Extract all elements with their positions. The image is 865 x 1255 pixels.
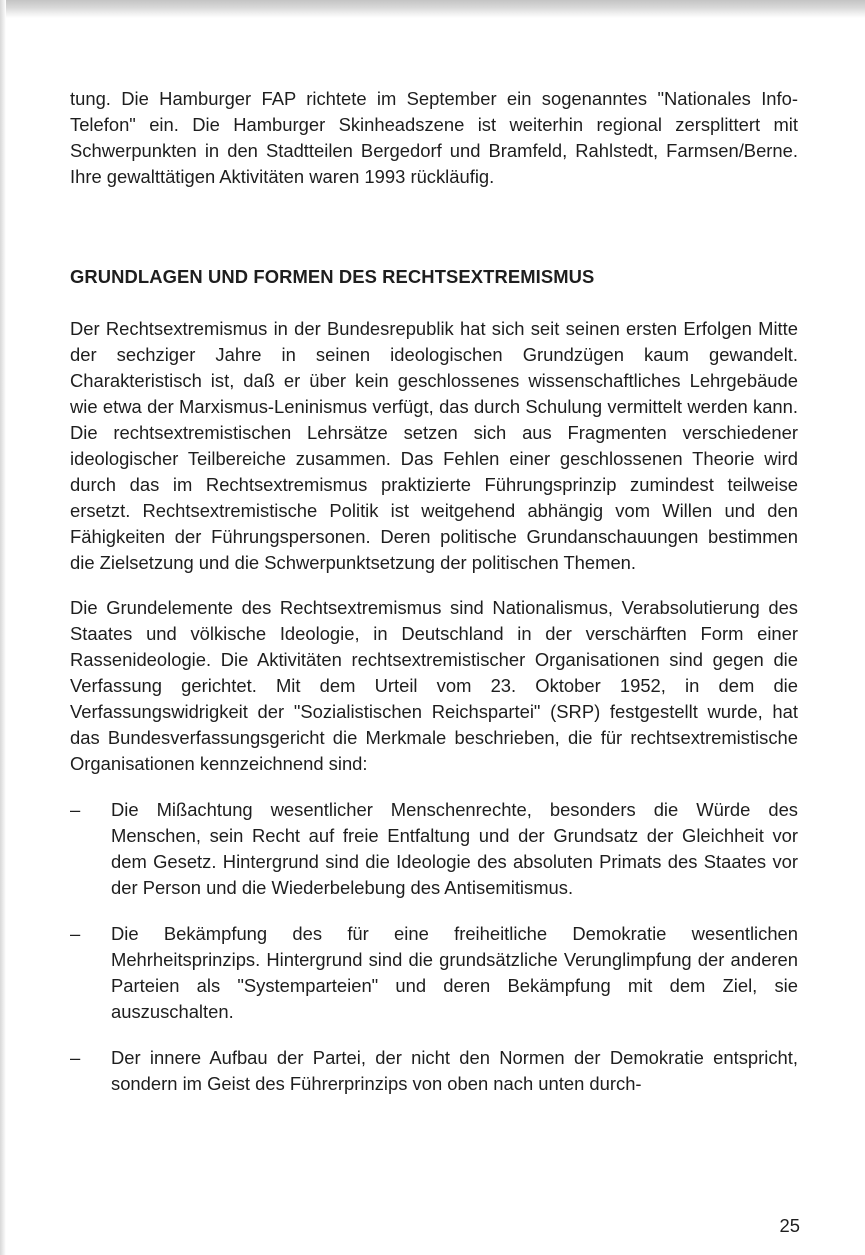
criteria-list [70, 797, 798, 1097]
list-item [70, 921, 798, 1025]
dash-marker: – [70, 923, 81, 944]
section-heading: GRUNDLAGEN UND FORMEN DES RECHTSEXTREMISMUS [70, 266, 595, 287]
body-paragraph-1: Der Rechtsextremismus in der Bundesrepublik hat sich seit seinen ersten Erfolgen Mitte der sechziger Jahre in seinen ideologischen Grundzügen kaum gewandelt. Charakteristisch ist, daß er über kein geschlossenes wissenschaftliches Lehrgebäude wie etwa der Marxismus-Leninismus verfügt, das durch Schulung vermittelt werden kann. Die rechtsextremistischen Lehrsätze setzen sich aus Fragmenten verschiedener ideologischer Teilbereiche zusammen. Das Fehlen einer geschlossenen Theorie wird durch das im Rechtsextremismus praktizierte Führungsprinzip zumindest teilweise ersetzt. Rechtsextremistische Politik ist weitgehend abhängig vom Willen und den Fähigkeiten der Führungspersonen. Deren politische Grundanschauungen bestimmen die Zielsetzung und die Schwerpunktsetzung der politischen Themen. [70, 318, 798, 573]
intro-paragraph: tung. Die Hamburger FAP richtete im September ein sogenanntes "Nationales Info-Telefon" ein. Die Hamburger Skinheadszene ist weiterhin regional zersplittert mit Schwerpunkten in den Stadtteilen Bergedorf und Bramfeld, Rahlstedt, Farmsen/Berne. Ihre gewalttätigen Aktivitäten waren 1993 rückläufig. [70, 88, 798, 187]
list-item-text: Die Mißachtung wesentlicher Menschenrechte, besonders die Würde des Menschen, sein Recht auf freie Entfaltung und der Grundsatz der Gleichheit vor dem Gesetz. Hintergrund sind die Ideologie des absoluten Primats des Staates vor der Person und die Wiederbelebung des Antisemitismus. [111, 799, 798, 898]
page-number: 25 [779, 1215, 800, 1236]
body-paragraph-2: Die Grundelemente des Rechtsextremismus sind Nationalismus, Verabsolutierung des Staates und völkische Ideologie, in Deutschland in der verschärften Form einer Rassenideologie. Die Aktivitäten rechtsextremistischer Organisationen sind gegen die Verfassung gerichtet. Mit dem Urteil vom 23. Oktober 1952, in dem die Verfassungswidrigkeit der "Sozialistischen Reichspartei" (SRP) festgestellt wurde, hat das Bundesverfassungsgericht die Merkmale beschrieben, die für rechtsextremistische Organisationen kennzeichnend sind: [70, 597, 798, 774]
list-item [70, 797, 798, 901]
dash-marker: – [70, 799, 81, 820]
list-item-text: Der innere Aufbau der Partei, der nicht den Normen der Demokratie entspricht, sondern im Geist des Führerprinzips von oben nach unten durch- [111, 1047, 798, 1094]
list-item-text: Die Bekämpfung des für eine freiheitliche Demokratie wesentlichen Mehrheitsprinzips. Hintergrund sind die grundsätzliche Verunglimpfung der anderen Parteien als "Systemparteien" und deren Bekämpfung mit dem Ziel, sie auszuschalten. [111, 923, 798, 1022]
scan-top-edge [0, 0, 865, 18]
scan-left-edge [0, 0, 6, 1255]
dash-marker: – [70, 1047, 81, 1068]
document-page [70, 86, 798, 1117]
list-item [70, 1045, 798, 1097]
